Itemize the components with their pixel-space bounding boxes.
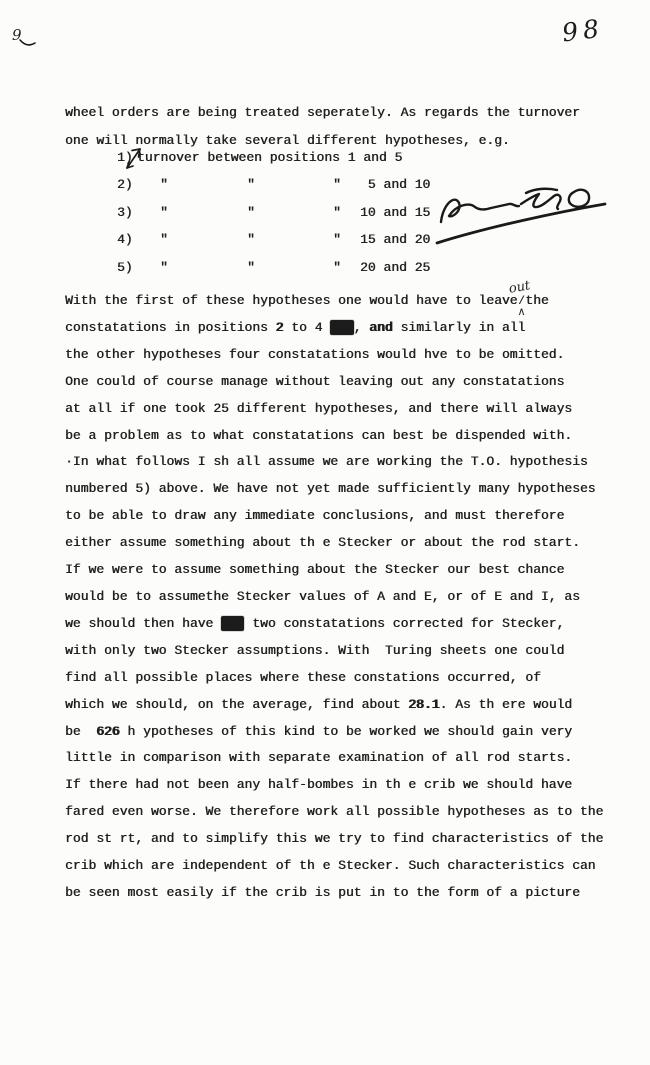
text-segment: be seen most easily if the crib is put in to the form of a picture [65,884,580,900]
text-segment: the other hypotheses four constatations would hve to be omitted. [65,346,565,362]
overtyped-word: 2 [275,319,284,335]
text-line [65,719,603,746]
text-line [65,853,603,880]
text-line [65,745,603,772]
text-line [65,278,603,318]
text-line [65,449,603,476]
list-item-text: turnover between positions 1 and 5 [137,150,403,165]
corner-mark-text: 9 [12,26,22,44]
ditto-mark: " [160,232,168,248]
ditto-mark: " [333,259,341,275]
text-line [65,423,603,450]
text-segment: With the first of these hypotheses one would have to leave [65,293,518,308]
list-item-number: 1) [117,150,133,165]
text-line [65,503,603,530]
text-segment: at all if one took 25 different hypotheses, and there will always [65,400,573,416]
text-segment: crib which are independent of th e Stecker. Such characteristics can [65,858,596,874]
body-paragraph [65,278,604,907]
caret-insertion [508,278,532,318]
text-segment: which we should, on the average, find about [65,696,409,712]
list-item-range: 20 and 25 [360,259,431,275]
handwritten-scrawl [433,176,611,254]
text-segment: find all possible places where these constations occurred, of [65,669,541,685]
intro-line: wheel orders are being treated seperately. As regards the turnover [65,105,580,120]
text-segment: to 4 [283,319,331,335]
list-item-range: 15 and 20 [360,232,431,248]
corner-annotation [12,26,22,44]
struck-word: thm [221,615,245,631]
ditto-mark: " [247,259,255,275]
text-line [65,826,603,853]
text-segment: two constatations corrected for Stecker, [244,615,565,631]
list-item-number: 4) [117,232,133,248]
page-number: 98 [560,13,606,48]
ditto-mark: " [333,204,341,220]
ditto-mark: " [247,232,255,248]
text-segment: with only two Stecker assumptions. With Turing sheets one could [65,642,565,658]
text-line [65,557,603,584]
list-item-range: 10 and 15 [360,204,431,220]
text-segment: If there had not been any half-bombes in th e crib we should have [65,777,573,793]
text-segment: we should then have [65,615,222,631]
text-segment: the [525,293,549,308]
text-line [65,799,603,826]
list-item-range: 5 and 10 [360,177,431,193]
struck-word: out [330,319,354,335]
text-segment: be a problem as to what constatations can best be dispended with. [65,427,573,443]
intro-line: one will normally take several different hypotheses, e.g. [65,133,510,148]
text-line [65,611,603,638]
corner-curl-icon [18,37,40,51]
ditto-mark: " [160,204,168,220]
text-segment: either assume something about th e Stecker or about the rod start. [65,535,580,551]
text-segment: be [65,723,97,739]
text-segment: constatations in positions [65,319,276,335]
text-line [65,638,603,665]
overtyped-word: 28.1 [408,696,440,712]
text-line [65,665,603,692]
list-item-number: 2) [117,177,133,193]
text-segment: little in comparison with separate examination of all rod starts. [65,750,573,766]
text-segment: to be able to draw any immediate conclusions, and must therefore [65,508,565,524]
text-line [65,530,603,557]
ditto-mark: " [333,232,341,248]
list-item-number: 5) [117,259,133,275]
caret-mark-icon: ∕ [517,293,526,308]
text-segment: . As th ere would [439,696,573,712]
text-line [65,476,603,503]
text-segment: similarly in all [392,319,526,335]
ditto-mark: " [247,204,255,220]
text-line [65,342,603,369]
text-line [65,692,603,719]
ditto-mark: " [160,177,168,193]
ditto-mark: " [247,177,255,193]
overtyped-word: and [369,319,393,335]
text-segment: would be to assumethe Stecker values of A and E, or of E and I, as [65,588,580,604]
text-segment: If we were to assume something about the Stecker our best chance [65,562,565,578]
text-segment: One could of course manage without leaving out any constatations [65,373,565,389]
ditto-mark: " [333,177,341,193]
text-line [65,772,603,799]
text-segment: h ypotheses of this kind to be worked we should gain very [119,723,573,739]
text-segment: numbered 5) above. We have not yet made sufficiently many hypotheses [65,481,596,497]
text-line [65,369,603,396]
inserted-word: out [508,278,532,297]
ditto-mark: " [160,259,168,275]
text-line [65,880,603,907]
text-line [65,584,603,611]
text-segment: , [353,319,370,335]
text-segment: fared even worse. We therefore work all possible hypotheses as to the [65,804,604,820]
text-line [65,396,603,423]
caret-under-icon: ∧ [517,305,526,318]
text-segment: rod st rt, and to simplify this we try to find characteristics of the [65,831,604,847]
overtyped-word: 626 [96,723,120,739]
text-segment: ·In what follows I sh all assume we are working the T.O. hypothesis [65,454,588,470]
list-item-number: 3) [117,204,133,220]
